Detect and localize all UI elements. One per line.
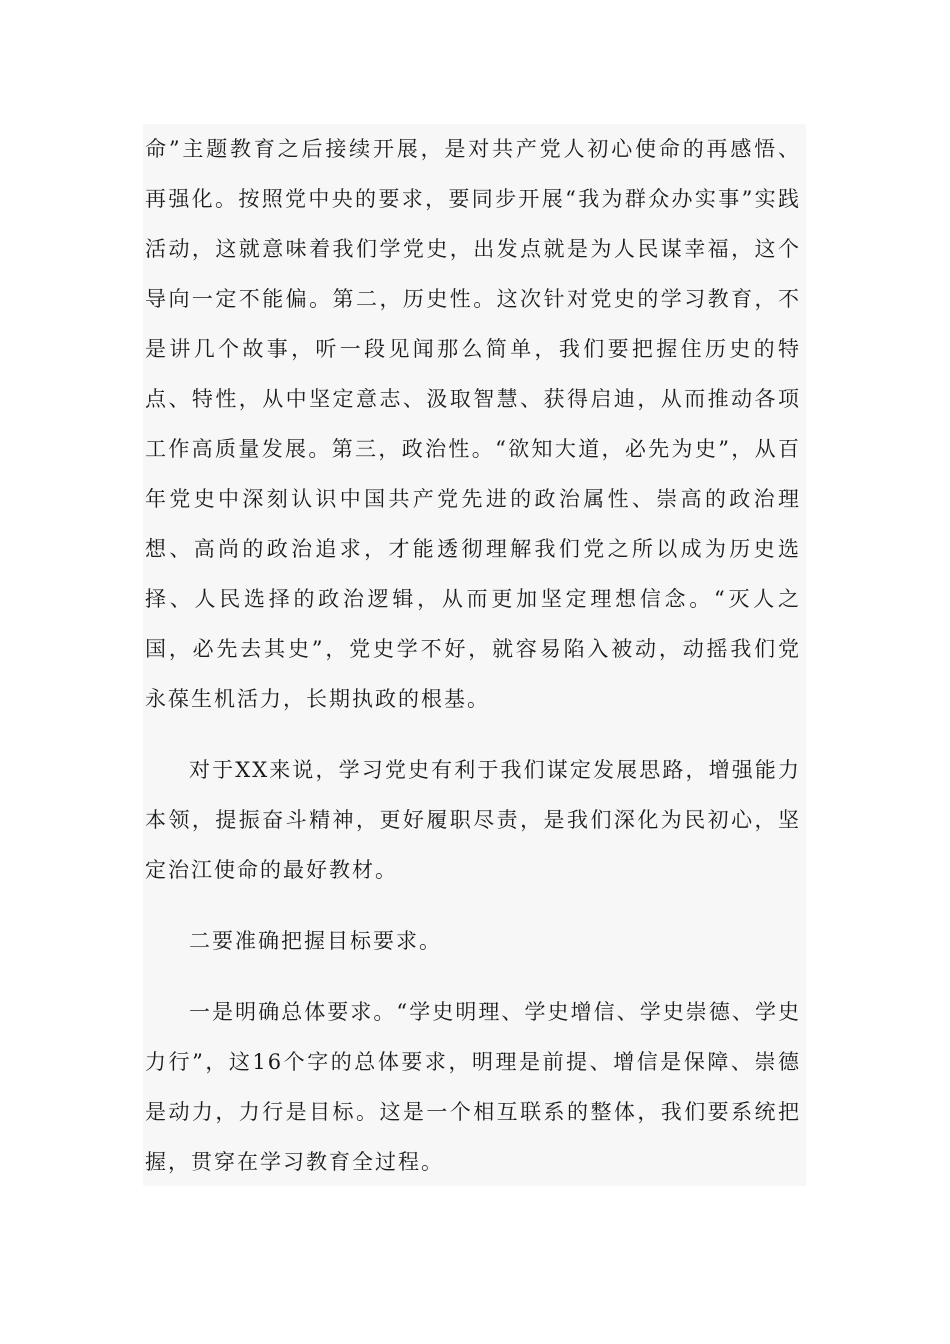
section-heading-target-requirements: 二要准确把握目标要求。 [189,929,442,953]
paragraph-xx-significance: 对于XX来说，学习党史有利于我们谋定发展思路，增强能力本领，提振奋斗精神，更好履职尽责，是我们深化为民初心，坚定治江使命的最好教材。 [145,758,801,882]
paragraph-continuation: 命”主题教育之后接续开展，是对共产党人初心使命的再感悟、再强化。按照党中央的要求，要同步开展“我为群众办实事”实践活动，这就意味着我们学党史，出发点就是为人民谋幸福，这个导向一定不能偏。第二，历史性。这次针对党史的学习教育，不是讲几个故事，听一段见闻那么简单，我们要把握住历史的特点、特性，从中坚定意志、汲取智慧、获得启迪，从而推动各项工作高质量发展。第三，政治性。“欲知大道，必先为史”，从百年党史中深刻认识中国共产党先进的政治属性、崇高的政治理想、高尚的政治追求，才能透彻理解我们党之所以成为历史选择、人民选择的政治逻辑，从而更加坚定理想信念。“灭人之国，必先去其史”，党史学不好，就容易陷入被动，动摇我们党永葆生机活力，长期执政的根基。 [145,137,801,711]
paragraph-overall-requirements: 一是明确总体要求。“学史明理、学史增信、学史崇德、学史力行”，这16个字的总体要求，明理是前提、增信是保障、崇德是动力，力行是目标。这是一个相互联系的整体，我们要系统把握，贯穿在学习教育全过程。 [145,1000,801,1174]
document-body [145,124,801,1187]
